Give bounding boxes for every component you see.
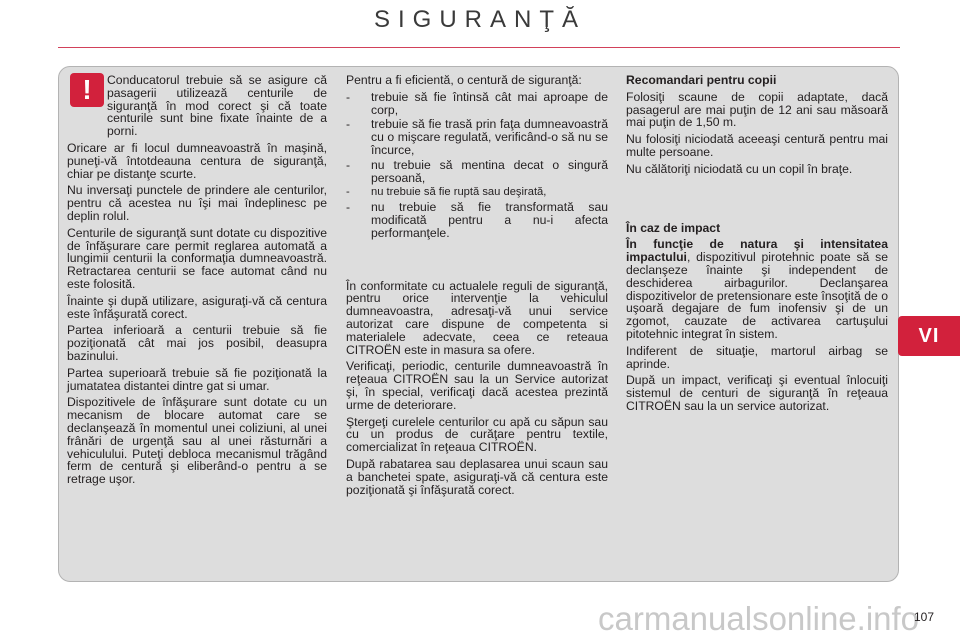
paragraph: După un impact, verificaţi şi eventual înlocuiţi sistemul de centuri de siguranţă în reţeaua CITROËN sau la un service autorizat. [626, 373, 888, 413]
section-heading: În caz de impact [626, 220, 721, 235]
requirements-list [346, 91, 608, 240]
chapter-tab: VI [898, 316, 960, 356]
list-intro: Pentru a fi eficientă, o centură de siguranţă: [346, 73, 582, 87]
paragraph: În conformitate cu actualele reguli de siguranţă, pentru orice intervenţie la vehiculul dumneavoastra, adresaţi-vă unui service autorizat care dispune de competenta si materialele adecvate, ceea ce reteaua CITROËN este in masura sa ofere. [346, 278, 608, 357]
bold-lead: În funcţie de natura şi intensitatea impactului [626, 237, 888, 265]
paragraph: Oricare ar fi locul dumneavoastră în maşină, puneţi-vă întotdeauna centura de siguranţă, chiar pe distanţe scurte. [67, 140, 327, 181]
paragraph: Nu călătoriţi niciodată cu un copil în braţe. [626, 161, 853, 176]
list-item: - nu trebuie să fie ruptă sau deşirată, [346, 186, 547, 199]
column-3 [626, 74, 888, 417]
paragraph: Ştergeţi curelele centurilor cu apă cu săpun sau cu un produs de curăţare pentru textile, comercializat în reţeaua CITROËN. [346, 414, 608, 455]
exclamation-warning-icon: ! [70, 73, 104, 107]
paragraph: Dispozitivele de înfăşurare sunt dotate cu un mecanism de blocare automat care se declanşează în momentul unei coliziuni, al unei frânări de urgenţă sau al unei răsturnări a vehiculului. Puteţi debloca mecanismul trăgând ferm de centură şi eliberând-o pentru a se retrage uşor. [67, 395, 327, 487]
paragraph: Înainte şi după utilizare, asiguraţi-vă că centura este înfăşurată corect. [67, 293, 327, 321]
warning-paragraph: Conducatorul trebuie să se asigure că pasagerii utilizează centurile de siguranţă în mod corect şi că toate centurile sunt bine fixate înainte de a porni. [107, 73, 327, 139]
list-item: - trebuie să fie întinsă cât mai aproape de corp, [346, 89, 608, 117]
page-title: SIGURANŢĂ [373, 6, 586, 33]
paragraph: Nu inversaţi punctele de prindere ale centurilor, pentru că acestea nu îşi mai îndeplinesc pe deplin rolul. [67, 183, 327, 223]
column-1 [67, 74, 327, 490]
paragraph: După rabatarea sau deplasarea unui scaun sau a banchetei spate, asiguraţi-vă că centura este poziţionată şi înfăşurată corect. [346, 456, 608, 497]
list-item: - nu trebuie să fie transformată sau modificată pentru a nu-i afecta performanţele. [346, 200, 608, 240]
list-item: - nu trebuie să mentina decat o singură persoană, [346, 157, 608, 185]
page-number: 107 [914, 610, 935, 624]
list-item: - trebuie să fie trasă prin faţa dumneavoastră cu o mişcare regulată, verificând-o să nu se încurce, [346, 117, 608, 157]
paragraph: Partea inferioară a centurii trebuie să fie poziţionată cât mai jos posibil, deasupra bazinului. [67, 323, 327, 363]
paragraph: Indiferent de situaţie, martorul airbag se aprinde. [626, 343, 888, 371]
section-heading: Recomandari pentru copii [626, 73, 777, 87]
title-divider [58, 47, 900, 48]
paragraph: În funcţie de natura şi intensitatea impactului, dispozitivul pirotehnic poate să se declanşeze înainte şi independent de deschiderea airbagurilor. Declanşarea dispozitivelor de pretensionare este însoţită de o uşoară degajare de fum inofensiv şi de un zgomot, cauzate de activarea cartuşului pitotehnic integrat în sistem. [626, 237, 888, 341]
watermark: carmanualsonline.info [598, 600, 920, 637]
paragraph: Verificaţi, periodic, centurile dumneavoastră în reţeaua CITROËN sau la un Service autorizat şi, în special, verificaţi dacă acestea prezintă urme de deteriorare. [346, 359, 608, 412]
paragraph: Nu folosiţi niciodată aceeaşi centură pentru mai multe persoane. [626, 132, 888, 159]
paragraph: Centurile de siguranţă sunt dotate cu dispozitive de înfăşurare care permit reglarea automată a lungimii centurii la conformaţia dumneavoastră. Retractarea centurii se face automat când nu este folosită. [67, 225, 327, 291]
paragraph: Folosiţi scaune de copii adaptate, dacă pasagerul are mai puţin de 12 ani sau măsoară mai puţin de 1,50 m. [626, 89, 888, 130]
column-2 [346, 74, 608, 500]
paragraph: Partea superioară trebuie să fie poziţionată la jumatatea distantei dintre gat si umar. [67, 365, 327, 393]
